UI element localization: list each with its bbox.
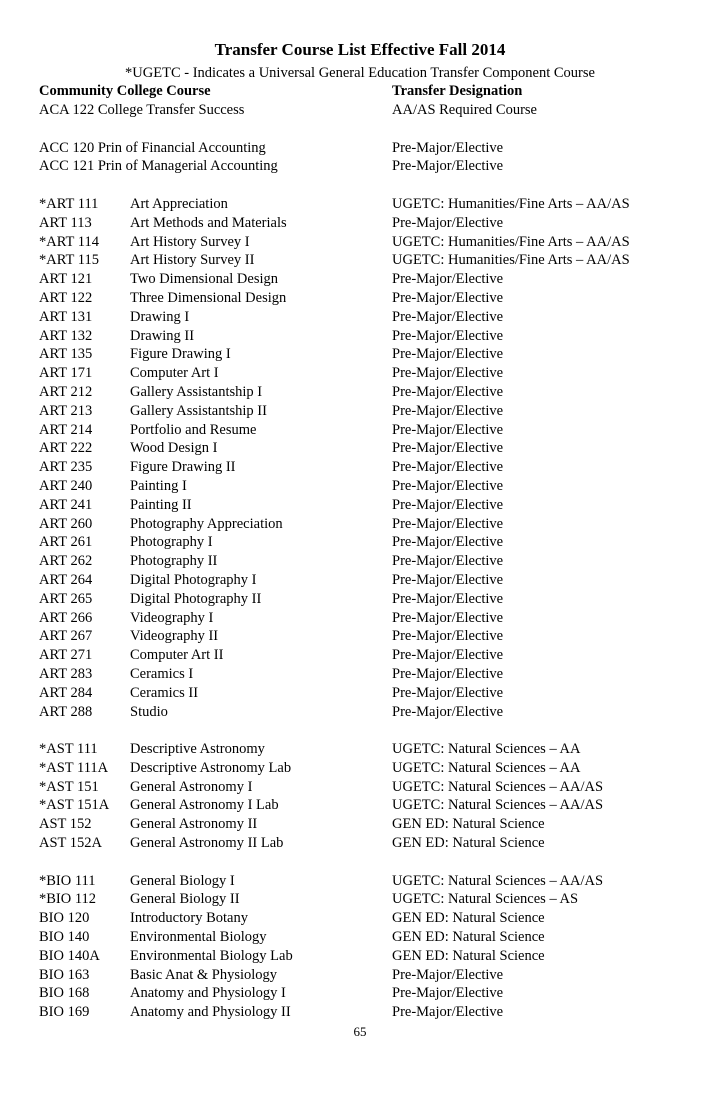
transfer-designation: Pre-Major/Elective	[392, 553, 504, 570]
transfer-designation: UGETC: Natural Sciences – AS	[392, 891, 579, 908]
course-title: Environmental Biology Lab	[130, 947, 293, 964]
table-row	[0, 308, 720, 327]
course-title: Portfolio and Resume	[130, 421, 257, 438]
table-row	[0, 458, 720, 477]
course-code: ART 240	[39, 477, 93, 494]
table-row	[0, 477, 720, 496]
transfer-designation: Pre-Major/Elective	[392, 271, 504, 288]
course-title: Art Methods and Materials	[130, 214, 287, 231]
table-row	[0, 872, 720, 891]
course-title: Art History Survey II	[130, 252, 255, 269]
table-row	[0, 1003, 720, 1022]
transfer-designation: UGETC: Natural Sciences – AA	[392, 759, 581, 776]
course-title: General Astronomy II Lab	[130, 835, 284, 852]
table-row	[0, 101, 720, 120]
table-row	[0, 251, 720, 270]
table-row	[0, 214, 720, 233]
course-title: Anatomy and Physiology II	[130, 1004, 291, 1021]
course-code: ART 260	[39, 515, 93, 532]
table-row	[0, 966, 720, 985]
transfer-designation: Pre-Major/Elective	[392, 421, 504, 438]
table-row	[0, 590, 720, 609]
course-title: Videography II	[130, 628, 219, 645]
course-title: Ceramics I	[130, 665, 194, 682]
transfer-designation: Pre-Major/Elective	[392, 327, 504, 344]
table-row	[0, 796, 720, 815]
course-code: ACC 120 Prin of Financial Accounting	[39, 139, 266, 156]
transfer-designation: Pre-Major/Elective	[392, 346, 504, 363]
transfer-designation: Pre-Major/Elective	[392, 647, 504, 664]
course-code: ART 113	[39, 214, 92, 231]
course-code: *BIO 111	[39, 872, 96, 889]
table-row	[0, 740, 720, 759]
course-title: Computer Art I	[130, 365, 219, 382]
course-code: ART 121	[39, 271, 93, 288]
table-row	[0, 646, 720, 665]
course-title: Wood Design I	[130, 440, 218, 457]
transfer-designation: Pre-Major/Elective	[392, 609, 504, 626]
course-list	[0, 101, 720, 1022]
transfer-designation: AA/AS Required Course	[392, 102, 537, 118]
table-row	[0, 364, 720, 383]
course-title: Painting I	[130, 477, 187, 494]
table-row	[0, 571, 720, 590]
transfer-designation: GEN ED: Natural Science	[392, 910, 545, 927]
course-title: Three Dimensional Design	[130, 289, 287, 306]
table-row	[0, 289, 720, 308]
transfer-designation: GEN ED: Natural Science	[392, 947, 545, 964]
course-title: Art History Survey I	[130, 233, 250, 250]
page-number: 65	[353, 1024, 367, 1039]
column-header-course: Community College Course	[39, 83, 211, 99]
transfer-designation: Pre-Major/Elective	[392, 1004, 504, 1021]
table-row	[0, 552, 720, 571]
course-code: *BIO 112	[39, 891, 97, 908]
transfer-designation: Pre-Major/Elective	[392, 590, 504, 607]
course-code: BIO 168	[39, 985, 90, 1002]
table-row	[0, 834, 720, 853]
course-code: ART 288	[39, 703, 93, 720]
course-code: ART 131	[39, 308, 93, 325]
transfer-designation: GEN ED: Natural Science	[392, 929, 545, 946]
course-code: BIO 120	[39, 910, 90, 927]
table-row	[0, 890, 720, 909]
course-title: Gallery Assistantship II	[130, 402, 267, 419]
table-row	[0, 383, 720, 402]
table-row	[0, 909, 720, 928]
course-code: BIO 140	[39, 929, 90, 946]
spacer-row	[0, 120, 720, 139]
transfer-designation: Pre-Major/Elective	[392, 665, 504, 682]
table-row	[0, 609, 720, 628]
table-row	[0, 157, 720, 176]
course-code: ART 222	[39, 440, 93, 457]
column-headers	[0, 82, 720, 101]
spacer-row	[0, 176, 720, 195]
transfer-designation: UGETC: Natural Sciences – AA/AS	[392, 872, 604, 889]
course-title: Basic Anat & Physiology	[130, 966, 278, 983]
transfer-designation: Pre-Major/Elective	[392, 571, 504, 588]
course-code: ART 235	[39, 459, 93, 476]
transfer-designation: UGETC: Humanities/Fine Arts – AA/AS	[392, 252, 630, 269]
transfer-designation: Pre-Major/Elective	[392, 703, 504, 720]
course-title: Digital Photography II	[130, 590, 262, 607]
course-code: ART 271	[39, 647, 93, 664]
course-code: BIO 169	[39, 1004, 90, 1021]
transfer-designation: Pre-Major/Elective	[392, 496, 504, 513]
table-row	[0, 984, 720, 1003]
table-row	[0, 703, 720, 722]
course-title: Drawing II	[130, 327, 195, 344]
transfer-designation: Pre-Major/Elective	[392, 534, 504, 551]
table-row	[0, 327, 720, 346]
transfer-designation: Pre-Major/Elective	[392, 966, 504, 983]
course-code: ACA 122 College Transfer Success	[39, 102, 245, 118]
course-title: Two Dimensional Design	[130, 271, 278, 288]
transfer-designation: GEN ED: Natural Science	[392, 835, 545, 852]
course-title: Drawing I	[130, 308, 190, 325]
table-row	[0, 345, 720, 364]
course-code: ART 266	[39, 609, 93, 626]
table-row	[0, 421, 720, 440]
transfer-designation: Pre-Major/Elective	[392, 402, 504, 419]
table-row	[0, 627, 720, 646]
table-row	[0, 270, 720, 289]
table-row	[0, 759, 720, 778]
transfer-designation: UGETC: Natural Sciences – AA	[392, 741, 581, 758]
course-code: ART 262	[39, 553, 93, 570]
table-row	[0, 139, 720, 158]
transfer-designation: UGETC: Humanities/Fine Arts – AA/AS	[392, 233, 630, 250]
course-title: Studio	[130, 703, 168, 720]
course-code: *AST 151	[39, 778, 99, 795]
transfer-designation: Pre-Major/Elective	[392, 383, 504, 400]
course-code: ACC 121 Prin of Managerial Accounting	[39, 158, 278, 175]
page-title: Transfer Course List Effective Fall 2014	[214, 40, 506, 59]
transfer-designation: Pre-Major/Elective	[392, 289, 504, 306]
course-title: Anatomy and Physiology I	[130, 985, 286, 1002]
course-code: *ART 111	[39, 195, 99, 212]
course-code: ART 267	[39, 628, 93, 645]
course-code: *ART 115	[39, 252, 99, 269]
course-code: BIO 140A	[39, 947, 100, 964]
transfer-designation: Pre-Major/Elective	[392, 158, 504, 175]
course-title: Photography I	[130, 534, 213, 551]
table-row	[0, 195, 720, 214]
course-code: AST 152A	[39, 835, 102, 852]
course-code: *AST 111	[39, 741, 98, 758]
table-row	[0, 815, 720, 834]
course-title: Environmental Biology	[130, 929, 267, 946]
transfer-designation: UGETC: Humanities/Fine Arts – AA/AS	[392, 195, 630, 212]
course-title: Descriptive Astronomy	[130, 741, 265, 758]
course-code: ART 261	[39, 534, 93, 551]
course-code: BIO 163	[39, 966, 90, 983]
transfer-designation: Pre-Major/Elective	[392, 440, 504, 457]
course-title: Figure Drawing II	[130, 459, 236, 476]
course-title: Videography I	[130, 609, 214, 626]
course-code: ART 213	[39, 402, 93, 419]
course-title: Gallery Assistantship I	[130, 383, 263, 400]
course-code: ART 283	[39, 665, 93, 682]
table-row	[0, 515, 720, 534]
table-row	[0, 665, 720, 684]
course-code: ART 265	[39, 590, 93, 607]
course-title: Figure Drawing I	[130, 346, 231, 363]
transfer-designation: Pre-Major/Elective	[392, 515, 504, 532]
course-title: Photography Appreciation	[130, 515, 283, 532]
transfer-designation: Pre-Major/Elective	[392, 308, 504, 325]
transfer-designation: Pre-Major/Elective	[392, 628, 504, 645]
table-row	[0, 947, 720, 966]
course-title: Descriptive Astronomy Lab	[130, 759, 292, 776]
table-row	[0, 496, 720, 515]
course-title: Photography II	[130, 553, 218, 570]
transfer-designation: Pre-Major/Elective	[392, 214, 504, 231]
course-title: General Astronomy I	[130, 778, 253, 795]
table-row	[0, 928, 720, 947]
transfer-designation: Pre-Major/Elective	[392, 365, 504, 382]
table-row	[0, 402, 720, 421]
course-title: Computer Art II	[130, 647, 224, 664]
transfer-designation: Pre-Major/Elective	[392, 139, 504, 156]
spacer-row	[0, 721, 720, 740]
course-code: *ART 114	[39, 233, 99, 250]
course-code: ART 264	[39, 571, 93, 588]
transfer-designation: UGETC: Natural Sciences – AA/AS	[392, 797, 604, 814]
course-title: Painting II	[130, 496, 192, 513]
transfer-designation: Pre-Major/Elective	[392, 684, 504, 701]
course-code: ART 132	[39, 327, 93, 344]
transfer-designation: Pre-Major/Elective	[392, 477, 504, 494]
table-row	[0, 533, 720, 552]
spacer-row	[0, 853, 720, 872]
transfer-designation: Pre-Major/Elective	[392, 985, 504, 1002]
transfer-designation: GEN ED: Natural Science	[392, 816, 545, 833]
column-header-designation: Transfer Designation	[392, 83, 523, 99]
course-title: General Biology I	[130, 872, 235, 889]
course-code: ART 171	[39, 365, 93, 382]
course-code: ART 122	[39, 289, 93, 306]
course-title: Digital Photography I	[130, 571, 257, 588]
course-code: ART 241	[39, 496, 93, 513]
course-title: Art Appreciation	[130, 195, 228, 212]
transfer-designation: UGETC: Natural Sciences – AA/AS	[392, 778, 604, 795]
course-code: AST 152	[39, 816, 92, 833]
transfer-designation: Pre-Major/Elective	[392, 459, 504, 476]
table-row	[0, 778, 720, 797]
page-subtitle: *UGETC - Indicates a Universal General Education Transfer Component Course	[125, 65, 595, 81]
table-row	[0, 439, 720, 458]
course-code: *AST 111A	[39, 759, 109, 776]
course-code: *AST 151A	[39, 797, 110, 814]
course-title: General Astronomy II	[130, 816, 258, 833]
course-code: ART 214	[39, 421, 93, 438]
course-title: General Biology II	[130, 891, 240, 908]
course-title: Ceramics II	[130, 684, 199, 701]
course-code: ART 284	[39, 684, 93, 701]
course-title: General Astronomy I Lab	[130, 797, 279, 814]
course-code: ART 135	[39, 346, 93, 363]
course-title: Introductory Botany	[130, 910, 248, 927]
table-row	[0, 684, 720, 703]
course-code: ART 212	[39, 383, 93, 400]
table-row	[0, 233, 720, 252]
